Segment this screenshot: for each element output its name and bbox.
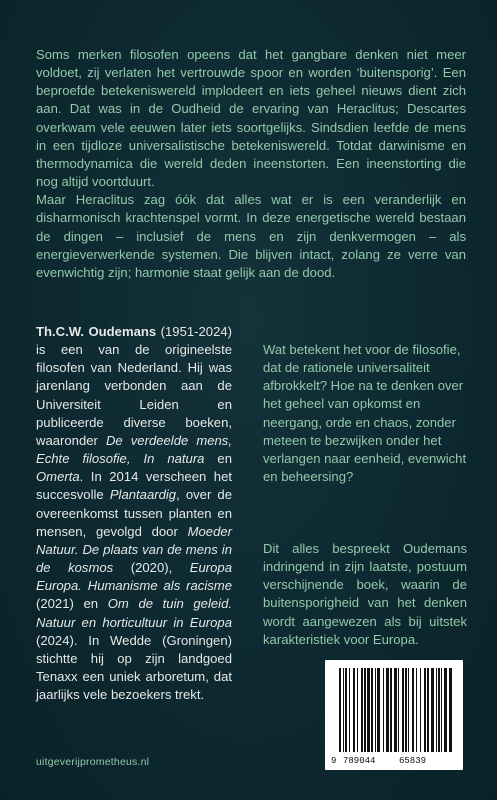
barcode-bar [405, 668, 407, 752]
barcode-graphic [325, 660, 463, 770]
barcode-bar [438, 668, 440, 752]
barcode-digits-right: 65839 [399, 756, 427, 766]
bio-title: Moeder Natuur. De plaats van de mens in de kosmos [36, 523, 232, 576]
bio-text: . In 2014 verscheen het succesvolle [36, 469, 232, 503]
barcode-digit-lead: 9 [331, 756, 337, 766]
barcode-bar [402, 668, 404, 752]
barcode-bar [420, 668, 421, 752]
barcode-digits-left: 789044 [343, 756, 376, 766]
barcode-bar [383, 668, 384, 752]
barcode-bar [427, 668, 429, 752]
bio-text: (2024). In Wedde (Groningen) stichtte hij op zijn landgoed Tenaxx een uniek arboretum, dat jaarlijks vele bezoekers trekt. [36, 632, 232, 703]
intro-text [36, 46, 466, 282]
barcode-bar [412, 668, 414, 752]
barcode-bar [371, 668, 373, 752]
barcode-bar [394, 668, 397, 752]
barcode-bar [349, 668, 350, 752]
bio-text: (2021) en [36, 596, 108, 612]
barcode-bar [416, 668, 417, 752]
barcode-bar [431, 668, 434, 752]
author-name: Th.C.W. Oudemans [36, 324, 157, 339]
barcode-bar [441, 668, 442, 752]
barcode-bar [398, 668, 399, 752]
publisher-url[interactable]: uitgeverijprometheus.nl [36, 756, 150, 768]
intro-paragraph-1: Soms merken filosofen opeens dat het gangbare denken niet meer voldoet, zij verlaten het vertrouwde spoor en worden ‘buitensporig’. Een beproefde betekeniswereld implodeert en iets geheel nieuws dient zich aan. Dat was in de Oudheid de ervaring van Heraclitus; Descartes overkwam vele eeuwen later iets soortgelijks. Sindsdien leefde de mens in een tijdloze universalistische betekeniswereld. Totdat darwinisme en thermodynamica die wereld deden ineenstorten. Een ineenstorting die nog altijd voortduurt. [36, 47, 466, 190]
barcode-bar [367, 668, 370, 752]
barcode-bar [436, 668, 437, 752]
bio-title: Europa Europa. Humanisme als racisme [36, 560, 232, 594]
barcode-bar [424, 668, 426, 752]
barcode-bar [449, 668, 452, 752]
barcode-bar [357, 668, 358, 752]
barcode-bar [390, 668, 392, 752]
questions-text: Wat betekent het voor de filosofie, dat de rationele universaliteit afbrokkelt? Hoe na te denken over het geheel van opkomst en neergang, orde en chaos, zonder meteen te bezwijken onder het verlangen naar eenheid, evenwicht en beheersing? [263, 342, 467, 485]
barcode-bar [375, 668, 376, 752]
barcode-bar [345, 668, 347, 752]
barcode-bar [343, 668, 344, 752]
bio-title: Omerta [36, 469, 80, 485]
bio-title: De verdeelde mens, Echte filosofie, In natura [36, 432, 232, 467]
barcode-bar [353, 668, 355, 752]
bio-title: Om de tuin geleid. Natuur en horticultuur in Europa [36, 596, 232, 630]
barcode-bar [386, 668, 389, 752]
bio-text: (2020), [113, 560, 190, 576]
author-bio [36, 323, 232, 704]
bio-text: (1951-2024) is een van de origineelste filosofen van Nederland. Hij was jarenlang verbonden aan de Universiteit Leiden en publiceerde diverse boeken, waaronder [36, 324, 232, 448]
intro-paragraph-2: Maar Heraclitus zag óók dat alles wat er is een veranderlijk en disharmonisch krachtenspel vormt. In deze energetische wereld bestaan de dingen – inclusief de mens en zijn denkvermogen – als energieverwerkende systemen. Die blijven intact, zolang ze verre van evenwichtig zijn; harmonie staat gelijk aan de dood. [36, 192, 466, 280]
barcode-bar [444, 668, 447, 752]
bio-title: Plantaardig [109, 487, 177, 503]
barcode-bar [377, 668, 380, 752]
barcode-bar [361, 668, 363, 752]
bio-text: , over de overeenkomst tussen planten en mensen, gevolgd door [36, 487, 232, 539]
barcode-bar [339, 668, 341, 752]
barcode-bar [364, 668, 366, 752]
bio-text: en [204, 451, 232, 467]
barcode-bar [408, 668, 409, 752]
isbn-barcode [325, 660, 463, 770]
closing-text: Dit alles bespreekt Oudemans indringend in zijn laatste, postuum verschijnende boek, waarin de buitensporigheid van het denken wordt aangewezen als bij uitstek karakteristiek voor Europa. [263, 541, 467, 647]
